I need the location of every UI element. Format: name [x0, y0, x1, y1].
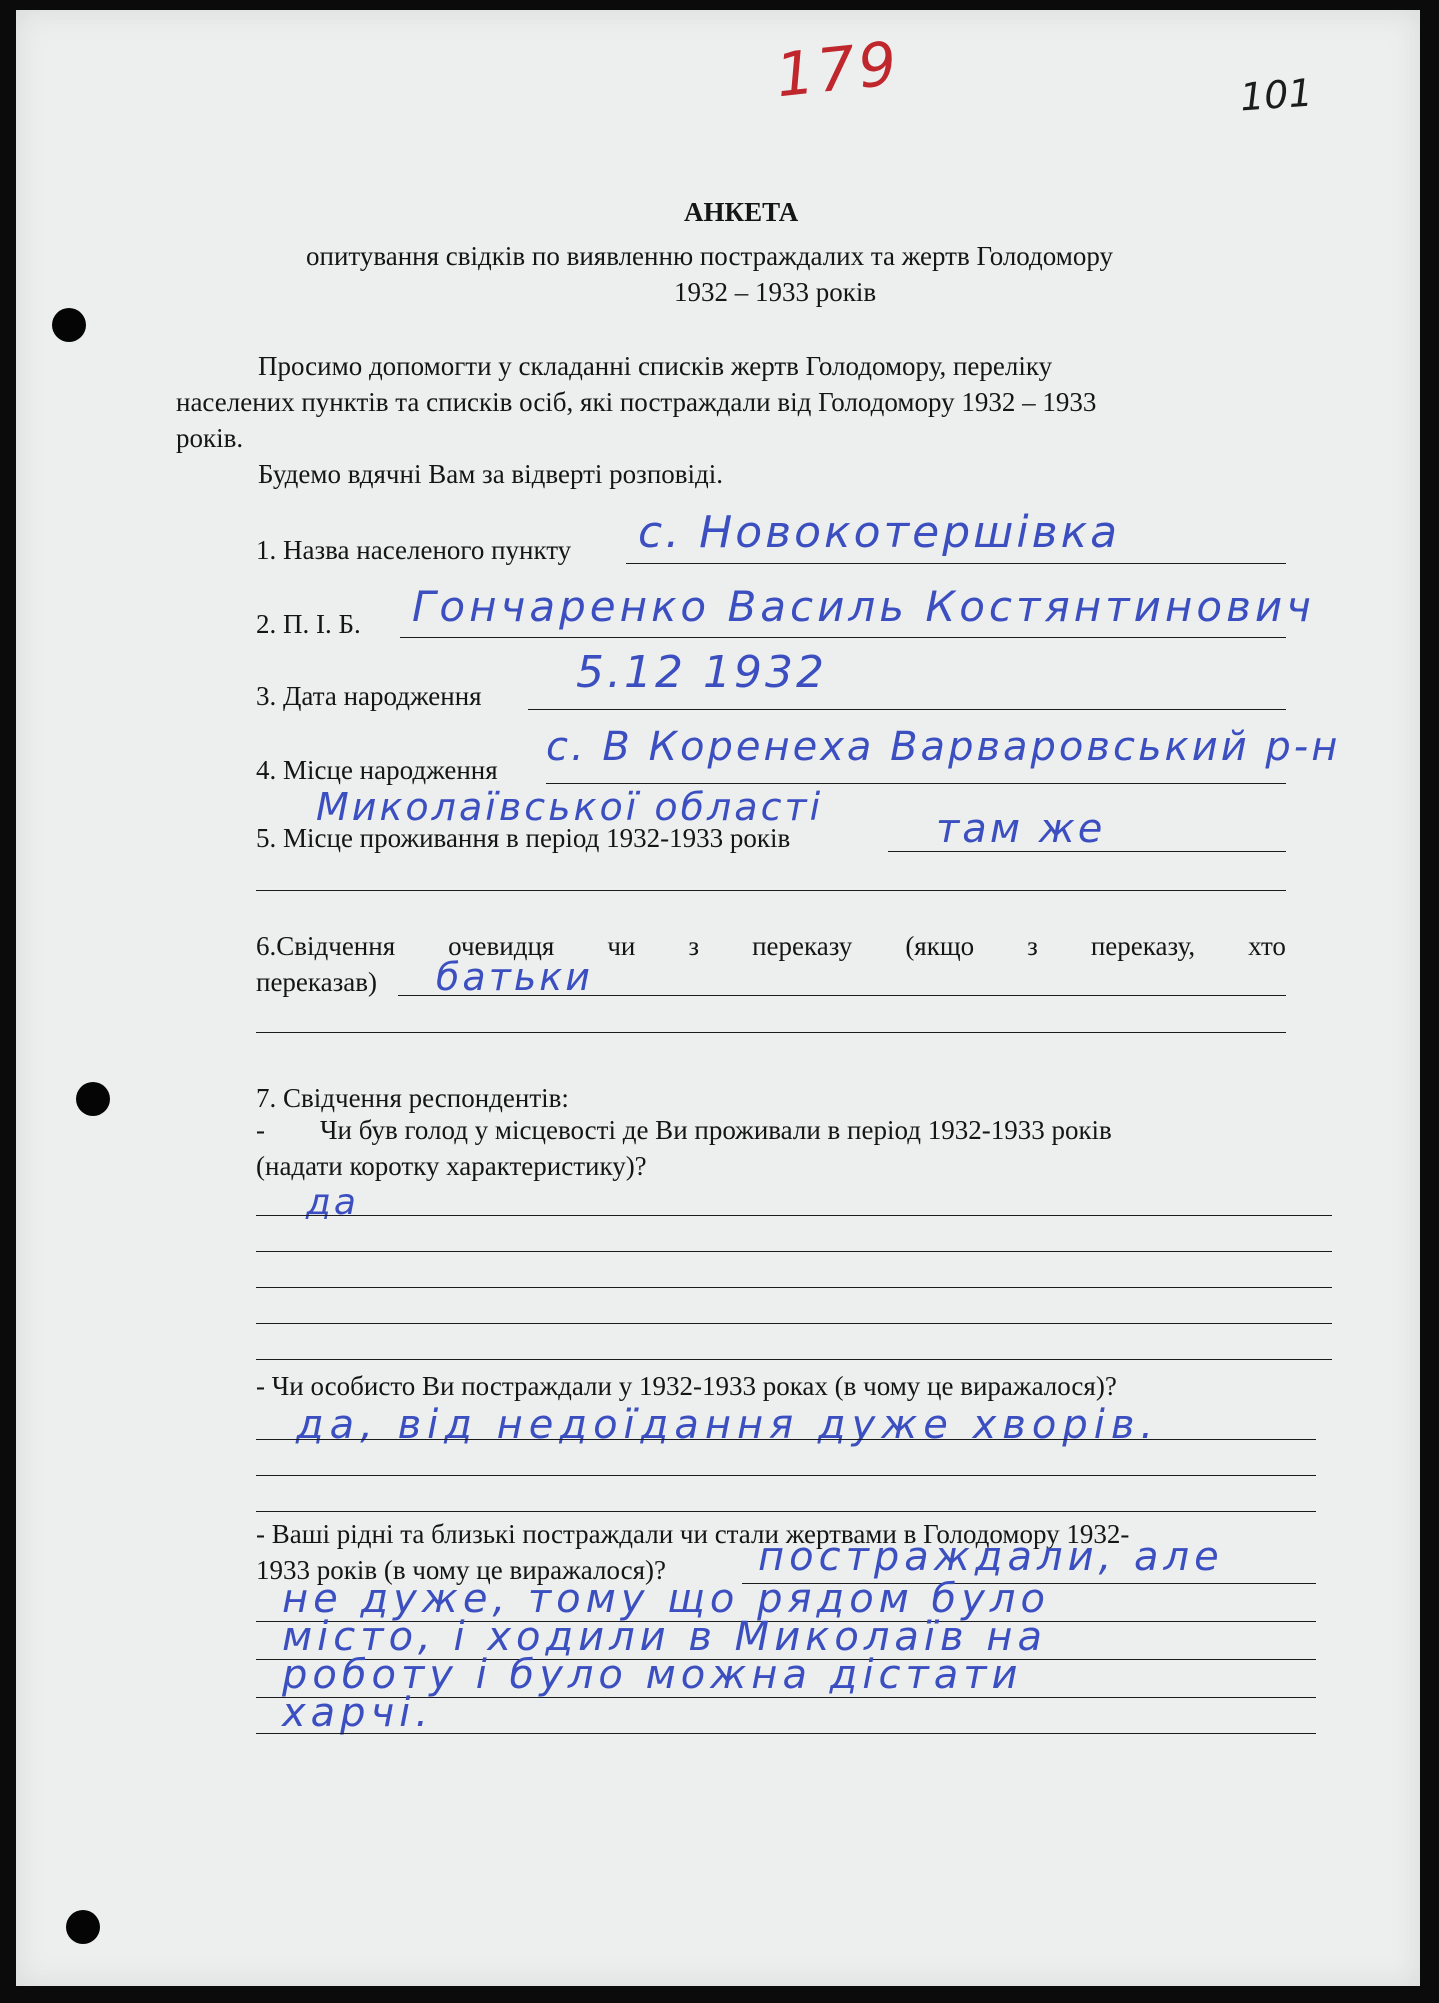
testimony-word: з	[1027, 931, 1038, 961]
punch-hole	[66, 1910, 100, 1944]
respondents-heading: 7. Свідчення респондентів:	[256, 1083, 569, 1113]
testimony-line-2	[256, 1032, 1286, 1033]
birth-date-line	[528, 709, 1286, 710]
a1-line	[256, 1287, 1332, 1288]
q2-text: - Чи особисто Ви постраждали у 1932-1933 роках (в чому це виражалося)?	[256, 1371, 1117, 1401]
residence-line-2	[256, 890, 1286, 891]
intro-thanks: Будемо вдячні Вам за відверті розповіді.	[258, 459, 724, 489]
testimony-word: переказу,	[1090, 931, 1196, 961]
page-number: 101	[1238, 70, 1314, 120]
a3-value-line5: харчі.	[282, 1690, 434, 1736]
testimony-label-line1	[256, 930, 1286, 962]
testimony-word: переказу	[752, 931, 853, 961]
intro-line2: населених пунктів та списків осіб, які постраждали від Голодомору 1932 – 1933	[176, 387, 1097, 417]
form-subtitle-line1: опитування свідків по виявленню постраждалих та жертв Голодомору	[306, 241, 1113, 271]
testimony-value: батьки	[436, 955, 593, 999]
archive-number: 179	[772, 28, 903, 112]
birth-date-label: 3. Дата народження	[256, 681, 482, 711]
document-page	[16, 10, 1420, 1986]
a2-line	[256, 1475, 1316, 1476]
intro-line1: Просимо допомогти у складанні списків жертв Голодомору, переліку	[258, 351, 1053, 381]
a1-line	[256, 1323, 1332, 1324]
a2-line	[256, 1511, 1316, 1512]
settlement-line	[626, 563, 1286, 564]
testimony-word: (якщо	[905, 931, 975, 961]
a1-line	[256, 1251, 1332, 1252]
birth-date-value: 5.12 1932	[576, 647, 827, 698]
a1-value: да	[306, 1182, 359, 1223]
testimony-word: хто	[1248, 931, 1286, 961]
testimony-word: з	[688, 931, 700, 961]
punch-hole	[76, 1082, 110, 1116]
a2-value: да, від недоїдання дуже хворів.	[296, 1402, 1160, 1448]
q1-dash: -	[256, 1115, 265, 1145]
form-subtitle-line2: 1932 – 1933 років	[674, 277, 877, 307]
a3-value-line3: місто, і ходили в Миколаїв на	[282, 1614, 1047, 1660]
birth-place-value-line1: с. В Коренеха Варваровський р-н	[546, 724, 1341, 770]
a3-value-line4: роботу і було можна дістати	[282, 1652, 1023, 1698]
name-line	[400, 637, 1286, 638]
settlement-value: с. Новокотершівка	[638, 507, 1121, 558]
residence-value: там же	[936, 806, 1106, 852]
form-title: АНКЕТА	[684, 197, 799, 227]
a1-line	[256, 1359, 1332, 1360]
birth-place-label: 4. Місце народження	[256, 755, 498, 785]
a3-value-line1: постраждали, але	[758, 1534, 1224, 1580]
settlement-label: 1. Назва населеного пункту	[256, 535, 572, 565]
name-value: Гончаренко Василь Костянтинович	[412, 582, 1315, 631]
testimony-word: очевидця	[448, 931, 555, 961]
q1-line2: (надати коротку характеристику)?	[256, 1151, 647, 1181]
q3-line2: 1933 років (в чому це виражалося)?	[256, 1555, 667, 1585]
punch-hole	[52, 308, 86, 342]
a1-line	[256, 1215, 1332, 1216]
birth-place-value-line2: Миколаївської області	[316, 785, 824, 829]
residence-label: 5. Місце проживання в період 1932-1933 років	[256, 823, 791, 853]
q3-line1: - Ваші рідні та близькі постраждали чи стали жертвами в Голодомору 1932-	[256, 1519, 1130, 1549]
a3-line	[256, 1733, 1316, 1734]
a2-line	[256, 1439, 1316, 1440]
intro-line3: років.	[176, 423, 244, 453]
name-label: 2. П. І. Б.	[256, 609, 361, 639]
a3-value-line2: не дуже, тому що рядом було	[282, 1576, 1050, 1622]
testimony-word: чи	[607, 931, 636, 961]
testimony-word: 6.Свідчення	[256, 931, 396, 961]
q1-line1: Чи був голод у місцевості де Ви проживали в період 1932-1933 років	[320, 1115, 1112, 1145]
testimony-label-line2: переказав)	[256, 967, 377, 997]
